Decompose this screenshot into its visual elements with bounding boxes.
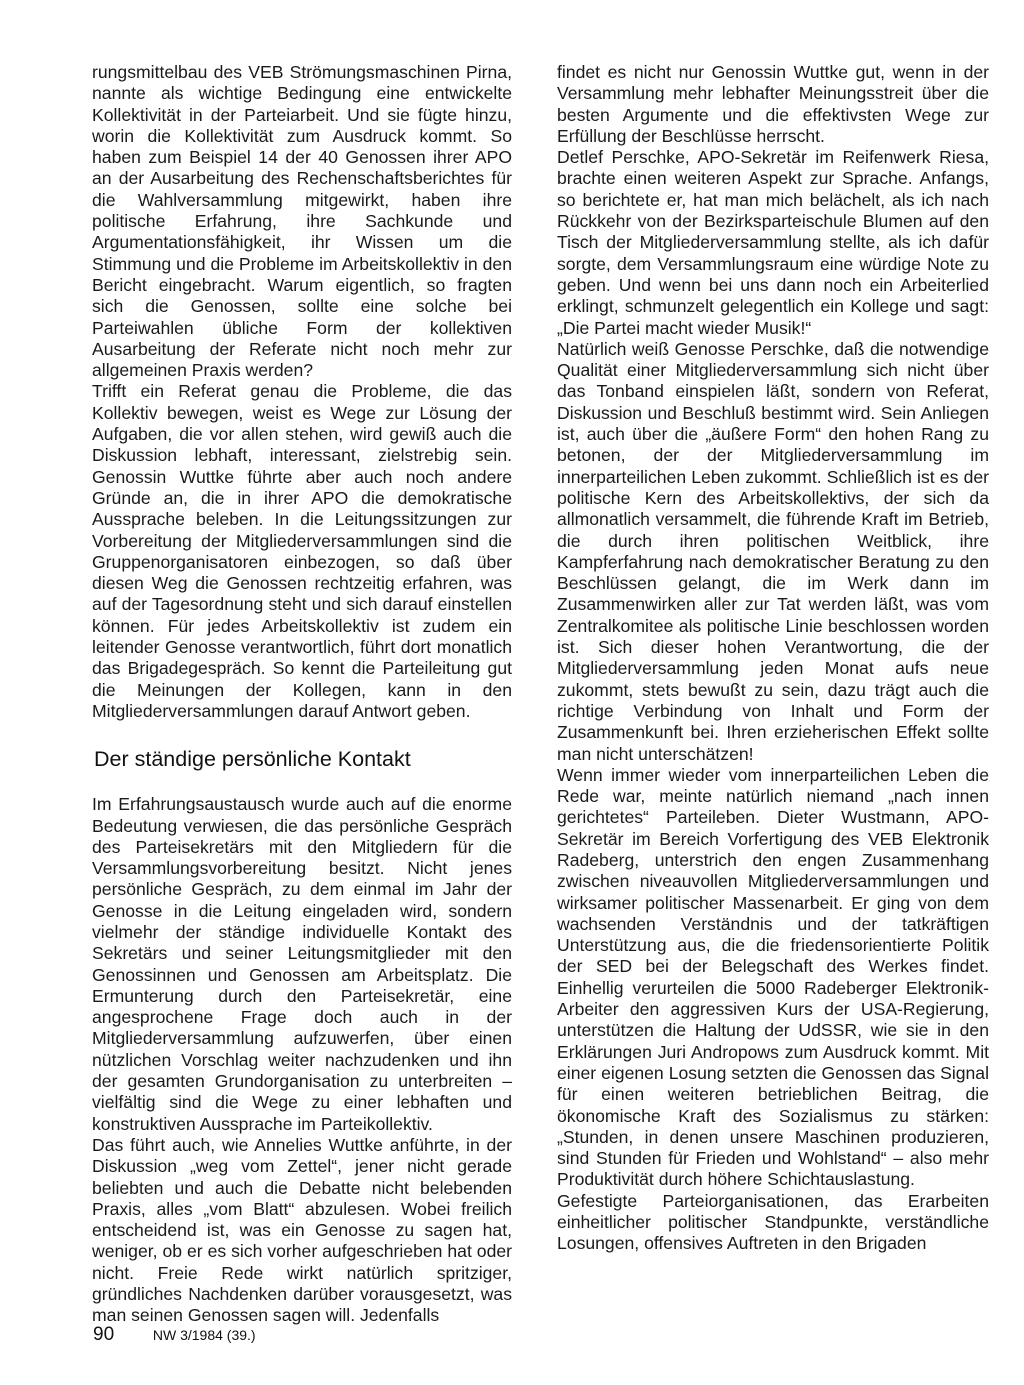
paragraph: Wenn immer wieder vom innerparteilichen Leben die Rede war, meinte natürlich niemand „nach innen gerichtetes“ Parteileben. Dieter Wustmann, APO-Sekretär im Bereich Vorfertigung des VEB Elektronik Radeberg, unterstrich den engen Zusammenhang zwischen niveauvollen Mitgliederversammlungen und wirksamer politischer Massenarbeit. Er ging von dem wachsenden Verständnis und der tatkräftigen Unterstützung aus, die die friedensorientierte Politik der SED bei der Belegschaft des Werkes findet. Einhellig verurteilen die 5000 Radeberger Elektronik-Arbeiter den aggressiven Kurs der USA-Regierung, unterstützen die Haltung der UdSSR, wie sie in den Erklärungen Juri Andropows zum Ausdruck kommt. Mit einer eigenen Losung setzten die Genossen das Signal für einen weiteren betrieblichen Beitrag, die ökonomische Kraft des Sozialismus zu stärken: „Stunden, in denen unsere Maschinen produzieren, sind Stunden für Frieden und Wohlstand“ – also mehr Produktivität durch höhere Schichtauslastung. <box>557 764 989 1190</box>
paragraph: rungsmittelbau des VEB Strömungsmaschinen Pirna, nannte als wichtige Bedingung eine entwickelte Kollektivität in der Parteiarbeit. Und sie fügte hinzu, worin die Kollektivität zum Ausdruck kommt. So haben zum Beispiel 14 der 40 Genossen ihrer APO an der Ausarbeitung des Rechenschaftsberichtes für die Wahlversammlung mitgewirkt, haben ihre politische Erfahrung, ihre Sachkunde und Argumentationsfähigkeit, ihr Wissen um die Stimmung und die Probleme im Arbeitskollektiv in den Bericht eingebracht. Warum eigentlich, so fragten sich die Genossen, sollte eine solche bei Parteiwahlen übliche Form der kollektiven Ausarbeitung der Referate nicht noch mehr zur allgemeinen Praxis werden? <box>92 62 512 381</box>
right-column <box>557 62 989 1255</box>
section-heading: Der ständige persönliche Kontakt <box>94 747 411 772</box>
paragraph: Das führt auch, wie Annelies Wuttke anführte, in der Diskussion „weg vom Zettel“, jener nicht gerade beliebten und auch die Debatte nicht belebenden Praxis, alles „vom Blatt“ abzulesen. Wobei freilich entscheidend ist, was ein Genosse zu sagen hat, weniger, ob er es sich vorher aufgeschrieben hat oder nicht. Freie Rede wirkt natürlich spritziger, gründliches Nachdenken darüber vorausgesetzt, was man seinen Genossen sagen will. Jedenfalls <box>92 1134 512 1326</box>
paragraph: Detlef Perschke, APO-Sekretär im Reifenwerk Riesa, brachte einen weiteren Aspekt zur Sprache. Anfangs, so berichtete er, hat man mich belächelt, als ich nach Rückkehr von der Bezirksparteischule Blumen auf den Tisch der Mitgliederversammlung stellte, als ich dafür sorgte, dem Versammlungsraum eine würdige Note zu geben. Und wenn bei uns dann noch ein Arbeiterlied erklingt, schmunzelt gelegentlich ein Kollege und sagt: „Die Partei macht wieder Musik!“ <box>557 147 989 338</box>
paragraph: Im Erfahrungsaustausch wurde auch auf die enorme Bedeutung verwiesen, die das persönliche Gespräch des Parteisekretärs mit den Mitgliedern für die Versammlungsvorbereitung besitzt. Nicht jenes persönliche Gespräch, zu dem einmal im Jahr der Genosse in die Leitung eingeladen wird, sondern vielmehr der ständige individuelle Kontakt des Sekretärs und seiner Leitungsmitglieder mit den Genossinnen und Genossen am Arbeitsplatz. Die Ermunterung durch den Parteisekretär, eine angesprochene Frage doch auch in der Mitgliederversammlung aufzuwerfen, über einen nützlichen Vorschlag weiter nachzudenken und ihn der gesamten Grundorganisation zu unterbreiten – vielfältig sind die Wege zu einer lebhaften und konstruktiven Aussprache im Parteikollektiv. <box>92 794 512 1134</box>
paragraph: findet es nicht nur Genossin Wuttke gut, wenn in der Versammlung mehr lebhafter Meinungsstreit über die besten Argumente und die effektivsten Wege zur Erfüllung der Beschlüsse herrscht. <box>557 62 989 146</box>
page-footer <box>93 1324 256 1346</box>
paragraph: Gefestigte Parteiorganisationen, das Erarbeiten einheitlicher politischer Standpunkte, verständliche Losungen, offensives Auftreten in den Brigaden <box>557 1190 989 1254</box>
paragraph: Natürlich weiß Genosse Perschke, daß die notwendige Qualität einer Mitgliederversammlung sich nicht über das Tonband einspielen läßt, sondern von Referat, Diskussion und Beschluß bestimmt wird. Sein Anliegen ist, auch über die „äußere Form“ den hohen Rang zu betonen, der der Mitgliederversammlung im innerparteilichen Leben zukommt. Schließlich ist es der politische Kern des Arbeitskollektivs, der sich da allmonatlich versammelt, die führende Kraft im Betrieb, die durch ihren politischen Weitblick, ihre Kampferfahrung nach demokratischer Beratung zu den Beschlüssen gelangt, die im Werk dann im Zusammenwirken aller zur Tat werden läßt, was vom Zentralkomitee als politische Linie beschlossen worden ist. Sich dieser hohen Verantwortung, die der Mitgliederversammlung jeden Monat aufs neue zukommt, stets bewußt zu sein, dazu trägt auch die richtige Verbindung von Inhalt und Form der Zusammenkunft bei. Ihren erzieherischen Effekt sollte man nicht unterschätzen! <box>557 338 989 764</box>
page-number: 90 <box>93 1324 115 1345</box>
left-column <box>92 62 512 1327</box>
issue-label: NW 3/1984 (39.) <box>152 1327 256 1343</box>
paragraph: Trifft ein Referat genau die Probleme, die das Kollektiv bewegen, weist es Wege zur Lösung der Aufgaben, die vor allen stehen, wird gewiß auch die Diskussion lebhaft, interessant, zielstrebig sein. Genossin Wuttke führte aber auch noch andere Gründe an, die in ihrer APO die demokratische Aussprache beleben. In die Leitungssitzungen zur Vorbereitung der Mitgliederversammlungen sind die Gruppenorganisatoren einbezogen, so daß über diesen Weg die Genossen rechtzeitig erfahren, was auf der Tagesordnung steht und sich darauf einstellen können. Für jedes Arbeitskollektiv ist zudem ein leitender Genosse verantwortlich, führt dort monatlich das Brigadegespräch. So kennt die Parteileitung gut die Meinungen der Kollegen, kann in den Mitgliederversammlungen darauf Antwort geben. <box>92 381 512 721</box>
